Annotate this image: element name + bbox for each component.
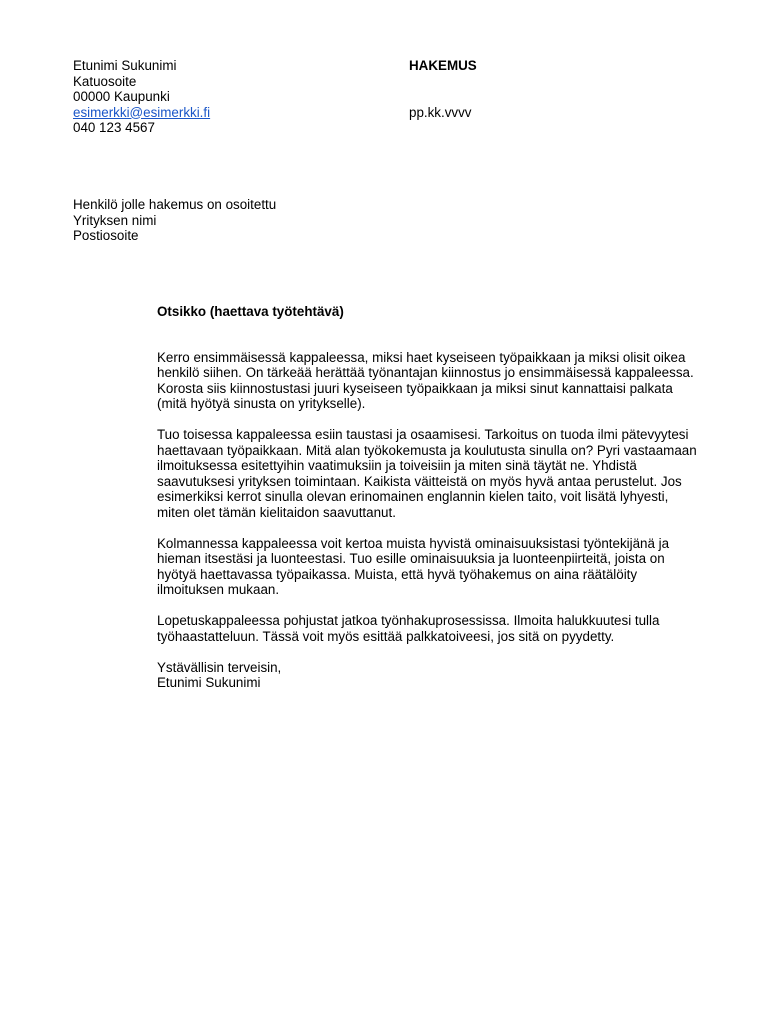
document-date: pp.kk.vvvv bbox=[409, 105, 472, 120]
paragraph-line: ilmoituksen mukaan. bbox=[157, 582, 280, 597]
sender-name: Etunimi Sukunimi bbox=[73, 58, 177, 73]
paragraph-line: hyötyä haettavassa työpaikassa. Muista, että hyvä työhakemus on aina räätälöity bbox=[157, 566, 638, 582]
closing-block bbox=[157, 660, 737, 691]
paragraph-line: työhaastatteluun. Tässä voit myös esittää palkkatoiveesi, jos sitä on pyydetty. bbox=[157, 628, 615, 644]
sender-street: Katuosoite bbox=[73, 73, 137, 89]
paragraph-line: haettavaan työpaikkaan. Mitä alan työkokemusta ja koulutusta sinulla on? Pyri vastaamaan bbox=[157, 442, 697, 458]
closing-signature: Etunimi Sukunimi bbox=[157, 675, 261, 690]
paragraph-4 bbox=[157, 613, 737, 644]
paragraph-line: ilmoituksessa esitettyihin vaatimuksiin ja toiveisiin ja miten sinä täytät ne. Yhdistä bbox=[157, 458, 637, 473]
paragraph-line: miten olet tämän kielitaidon saavuttanut. bbox=[157, 504, 396, 520]
paragraph-line: Korosta siis kiinnostustasi juuri kyseiseen työpaikkaan ja miksi sinut kannattaisi palkata bbox=[157, 380, 673, 396]
paragraph-line: Lopetuskappaleessa pohjustat jatkoa työnhakuprosessissa. Ilmoita halukkuutesi tulla bbox=[157, 613, 660, 628]
sender-phone: 040 123 4567 bbox=[73, 120, 155, 135]
paragraph-line: henkilö siihen. On tärkeää herättää työnantajan kiinnostus jo ensimmäisessä kappaleessa. bbox=[157, 365, 694, 380]
letter-subject: Otsikko (haettava työtehtävä) bbox=[157, 304, 344, 319]
paragraph-2 bbox=[157, 427, 737, 520]
sender-city: 00000 Kaupunki bbox=[73, 89, 170, 104]
paragraph-line: saavutuksesi yrityksen toimintaan. Kaikista väitteistä on myös hyvä antaa perustelut. Jos bbox=[157, 473, 682, 489]
sender-email-link[interactable]: esimerkki@esimerkki.fi bbox=[73, 104, 211, 120]
recipient-person: Henkilö jolle hakemus on osoitettu bbox=[73, 197, 277, 212]
paragraph-3 bbox=[157, 536, 737, 598]
paragraph-line: esimerkiksi kerrot sinulla olevan erinomainen englannin kielen taito, voit lisätä lyhyesti, bbox=[157, 489, 669, 504]
closing-greeting: Ystävällisin terveisin, bbox=[157, 659, 282, 675]
sender-block bbox=[73, 58, 210, 136]
paragraph-1 bbox=[157, 350, 737, 412]
paragraph-line: Kolmannessa kappaleessa voit kertoa muista hyvistä ominaisuuksistasi työntekijänä ja bbox=[157, 535, 670, 551]
document-type-heading: HAKEMUS bbox=[409, 58, 477, 73]
recipient-block bbox=[73, 197, 276, 244]
paragraph-line: hieman itsestäsi ja luonteestasi. Tuo esille ominaisuuksia ja luonteenpiirteitä, joista on bbox=[157, 551, 665, 566]
paragraph-line: (mitä hyötyä sinusta on yritykselle). bbox=[157, 396, 366, 411]
letter-body bbox=[157, 304, 737, 691]
recipient-company: Yrityksen nimi bbox=[73, 212, 157, 228]
paragraph-line: Tuo toisessa kappaleessa esiin taustasi ja osaamisesi. Tarkoitus on tuoda ilmi pätevyytesi bbox=[157, 427, 689, 442]
recipient-address: Postiosoite bbox=[73, 228, 139, 243]
paragraph-line: Kerro ensimmäisessä kappaleessa, miksi haet kyseiseen työpaikkaan ja miksi olisit oikea bbox=[157, 349, 686, 365]
